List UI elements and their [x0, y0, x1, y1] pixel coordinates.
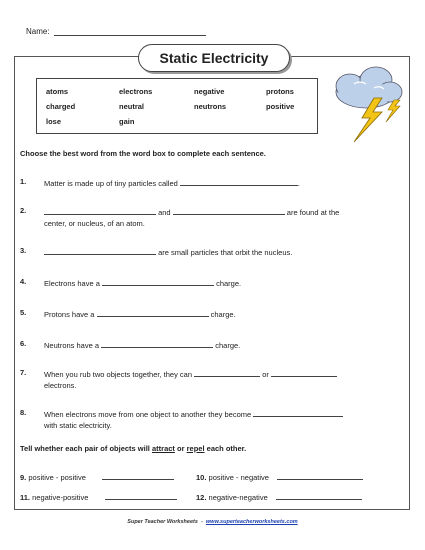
instructions-word-box: Choose the best word from the word box to complete each sentence. [20, 149, 266, 158]
word-box-item: lose [46, 117, 62, 126]
question-number: 2. [20, 206, 27, 215]
answer-blank[interactable] [277, 471, 363, 480]
repel-word: repel [186, 444, 205, 453]
word-box-item: charged [46, 102, 76, 111]
question-number: 4. [20, 277, 27, 286]
answer-blank[interactable] [180, 177, 298, 186]
question-text: electrons. [44, 381, 77, 390]
word-box-item: gain [119, 117, 135, 126]
word-box-item: protons [266, 87, 294, 96]
question-text: Electrons have a [44, 279, 100, 288]
footer-link[interactable]: www.superteacherworksheets.com [205, 519, 298, 525]
cloud-shape [336, 67, 402, 108]
question-number: 12. [196, 493, 207, 502]
question-text: charge. [210, 310, 236, 319]
question-text: charge. [216, 279, 242, 288]
instruction-text: Tell whether each pair of objects will [20, 444, 150, 453]
answer-blank[interactable] [253, 408, 343, 417]
question-text: Matter is made up of tiny particles called [44, 179, 178, 188]
pair-text: negative-negative [208, 493, 268, 502]
word-box-item: neutrons [194, 102, 227, 111]
pair-question-9 [20, 471, 174, 482]
name-label: Name: [26, 27, 50, 36]
pair-question-10 [196, 471, 363, 482]
word-box-item: atoms [46, 87, 69, 96]
word-box-item: negative [194, 87, 225, 96]
name-field [26, 27, 206, 36]
question-number: 1. [20, 177, 27, 186]
lightning-bolt-icon [386, 100, 400, 122]
question-text: charge. [215, 341, 241, 350]
answer-blank[interactable] [44, 246, 156, 255]
question-number: 9. [20, 473, 27, 482]
question-number: 3. [20, 246, 27, 255]
answer-blank[interactable] [101, 339, 213, 348]
question-text: or [262, 370, 269, 379]
question-text: and [158, 208, 171, 217]
worksheet-title: Static Electricity [138, 44, 290, 72]
answer-blank[interactable] [194, 368, 260, 377]
word-box-item: positive [266, 102, 295, 111]
instructions-attract-repel [20, 444, 246, 453]
answer-blank[interactable] [102, 277, 214, 286]
question-text: . [297, 179, 300, 188]
question-text: with static electricity. [44, 421, 112, 430]
question-number: 7. [20, 368, 27, 377]
answer-blank[interactable] [97, 308, 209, 317]
question-text: are small particles that orbit the nucleus. [158, 248, 293, 257]
answer-blank[interactable] [102, 471, 174, 480]
question-text: Protons have a [44, 310, 95, 319]
word-box-item: neutral [119, 102, 145, 111]
question-number: 5. [20, 308, 27, 317]
name-blank[interactable] [54, 27, 206, 36]
pair-text: positive - negative [208, 473, 269, 482]
question-number: 10. [196, 473, 207, 482]
answer-blank[interactable] [276, 491, 362, 500]
footer-brand: Super Teacher Worksheets [127, 519, 198, 525]
answer-blank[interactable] [173, 206, 285, 215]
pair-question-11 [20, 491, 177, 502]
question-text: center, or nucleus, of an atom. [44, 219, 145, 228]
answer-blank[interactable] [105, 491, 177, 500]
footer [0, 519, 425, 525]
question-text: When electrons move from one object to another they become [44, 410, 252, 419]
pair-text: negative-positive [32, 493, 89, 502]
instruction-text: or [177, 444, 185, 453]
word-box [36, 78, 318, 134]
pair-question-12 [196, 491, 362, 502]
answer-blank[interactable] [44, 206, 156, 215]
instruction-text: each other. [206, 444, 247, 453]
storm-cloud-icon [324, 62, 408, 148]
word-box-item: electrons [119, 87, 153, 96]
question-text: are found at the [286, 208, 340, 217]
question-number: 6. [20, 339, 27, 348]
pair-text: positive - positive [28, 473, 86, 482]
attract-word: attract [152, 444, 175, 453]
question-number: 11. [20, 493, 31, 502]
answer-blank[interactable] [271, 368, 337, 377]
footer-separator: - [200, 519, 203, 525]
question-text: Neutrons have a [44, 341, 100, 350]
question-number: 8. [20, 408, 27, 417]
question-text: When you rub two objects together, they can [44, 370, 193, 379]
